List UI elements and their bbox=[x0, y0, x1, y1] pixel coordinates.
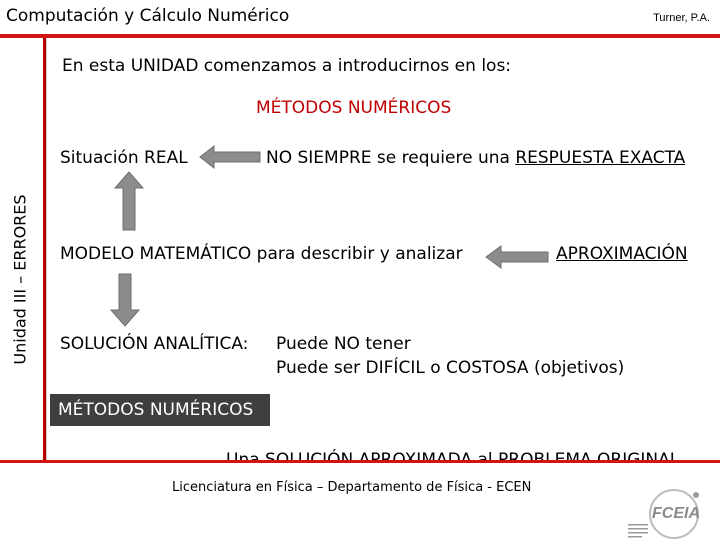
logo-text: FCEIA bbox=[652, 505, 700, 522]
respuesta-exacta: RESPUESTA EXACTA bbox=[515, 148, 686, 168]
arrow-left-icon bbox=[200, 145, 260, 169]
header-rule bbox=[0, 34, 720, 38]
modelo-text: MODELO MATEMÁTICO para describir y analizar bbox=[60, 244, 463, 264]
arrow-left-icon bbox=[486, 245, 548, 269]
author: Turner, P.A. bbox=[653, 12, 710, 24]
puede-no-tener: Puede NO tener bbox=[276, 334, 411, 354]
solucion-analitica-label: SOLUCIÓN ANALÍTICA: bbox=[60, 334, 249, 354]
arrow-up-icon bbox=[114, 172, 144, 230]
unit-label: Unidad III – ERRORES bbox=[10, 194, 30, 365]
no-siempre-prefix: NO SIEMPRE se requiere una bbox=[266, 148, 516, 168]
footer-text: Licenciatura en Física – Departamento de Física - ECEN bbox=[172, 480, 532, 495]
footer bbox=[0, 463, 720, 540]
metodos-numericos-box: MÉTODOS NUMÉRICOS bbox=[50, 394, 270, 426]
no-siempre-text bbox=[266, 148, 685, 168]
sidebar-rule bbox=[43, 38, 46, 460]
situacion-real: Situación REAL bbox=[60, 148, 188, 168]
sidebar bbox=[0, 38, 47, 460]
aproximacion-text: APROXIMACIÓN bbox=[556, 244, 688, 264]
arrow-down-icon bbox=[110, 274, 140, 326]
header-bar bbox=[0, 0, 720, 36]
puede-dificil: Puede ser DIFÍCIL o COSTOSA (objetivos) bbox=[276, 358, 625, 378]
section-heading: MÉTODOS NUMÉRICOS bbox=[256, 98, 452, 118]
intro-text: En esta UNIDAD comenzamos a introducirnos en los: bbox=[62, 56, 512, 76]
course-title: Computación y Cálculo Numérico bbox=[6, 6, 290, 26]
fceia-logo bbox=[624, 488, 714, 540]
